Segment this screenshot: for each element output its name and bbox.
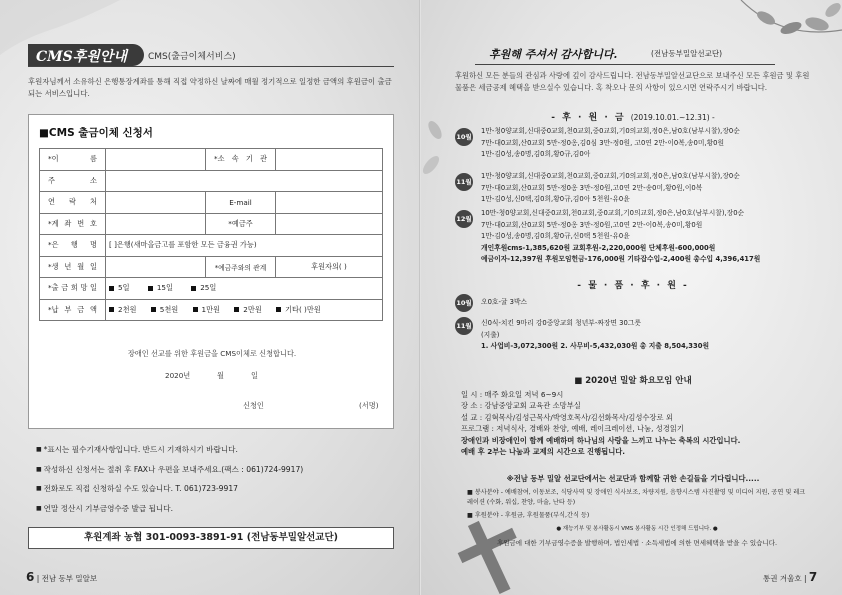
option-label: 기타( )만원 bbox=[285, 304, 321, 314]
checkbox-icon bbox=[234, 307, 239, 312]
depositor-field[interactable] bbox=[276, 213, 383, 235]
cms-subtitle: CMS(출금이체서비스) bbox=[148, 52, 236, 62]
volunteer-item: ■ 봉사분야 - 예배참여, 이동보조, 식당사역 및 장애인 식사보조, 차량지원, 음향시스템 사진촬영 및 미디어 지원, 공연 및 레크레이션 (수화, 워십, 찬양, 마술, 난타 등) bbox=[467, 489, 806, 506]
month-badge: 10월 bbox=[455, 128, 473, 146]
donation-line: 10만-청0양교회,신대중0교회,천0교회,중0교회,기0의교회,정0은,남0호(남부시찰),장0순 bbox=[481, 209, 745, 217]
goods-lines bbox=[481, 318, 811, 353]
address-label: 주 소 bbox=[40, 170, 106, 192]
option-label: 5천원 bbox=[159, 304, 179, 314]
draw-day-option[interactable] bbox=[191, 283, 216, 293]
amount-option[interactable] bbox=[193, 305, 220, 315]
relation-label: *예금주와의 관계 bbox=[206, 256, 276, 278]
folio-text: 통권 겨울호 | bbox=[763, 574, 807, 583]
option-label: 15일 bbox=[156, 283, 173, 293]
amount-options bbox=[106, 299, 383, 321]
tax-note: 후원금에 대한 기부금영수증을 발행하며, 법인세법 · 소득세법에 의한 면세혜택을 받을 수 있습니다. bbox=[496, 539, 778, 547]
worship-highlight: 장애인과 비장애인이 함께 예배하며 하나님의 사랑을 느끼고 나누는 축복의 시간입니다. bbox=[461, 435, 741, 445]
donation-line: 1만-김0성,송0명,김0희,황0규,신0택 5천원-유0윤 bbox=[481, 232, 630, 240]
form-note: 장애인 선교를 위한 후원금을 CMS이체로 신청합니다. bbox=[127, 349, 297, 358]
checkbox-icon bbox=[109, 307, 114, 312]
month-donations bbox=[455, 126, 811, 166]
checkbox-icon bbox=[109, 286, 114, 291]
note-item: ■ 작성하신 신청서는 절취 후 FAX나 우편을 보내주세요.(팩스 : 061)724-9917) bbox=[36, 460, 396, 480]
donation-summary-line: 개인후원cms-1,385,620원 교회후원-2,220,000원 단체후원-600,000원 bbox=[481, 243, 716, 252]
draw-day-option[interactable] bbox=[148, 283, 173, 293]
volunteer-item: ■ 후원분야 - 후원금, 후원물품(부식,간식 등) bbox=[467, 512, 590, 519]
amount-option[interactable] bbox=[109, 305, 136, 315]
goods-donations bbox=[455, 294, 811, 310]
email-label: E-mail bbox=[206, 192, 276, 214]
option-label: 25일 bbox=[200, 283, 217, 293]
thanks-title: 후원해 주셔서 감사합니다. bbox=[489, 48, 618, 61]
affiliation-field[interactable] bbox=[276, 149, 383, 171]
volunteer-list bbox=[467, 488, 807, 548]
worship-info-line: 프로그램 : 저녁식사, 경배와 찬양, 예배, 레이크레이션, 나눔, 성경읽기 bbox=[461, 424, 684, 434]
depositor-label: *예금주 bbox=[206, 213, 276, 235]
month-donations bbox=[455, 171, 811, 211]
date-month: 월 bbox=[217, 371, 224, 380]
checkbox-icon bbox=[148, 286, 153, 291]
amount-option[interactable] bbox=[151, 305, 178, 315]
goods-line: 신0식-치킨 9마리 강0중앙교회 청년부-짜장면 30그릇 bbox=[481, 319, 641, 327]
worship-info-line: 설 교 : 김혁목사/김성근목사/박영호목사/김선화목사/김성수장로 외 bbox=[461, 412, 673, 422]
donation-lines bbox=[481, 208, 811, 266]
expense-line: 1. 사업비-3,072,300원 2. 사무비-5,432,030원 총 지출 8,504,330원 bbox=[481, 342, 710, 350]
page-number-right bbox=[763, 570, 817, 584]
note-item: ■ *표시는 필수기재사항입니다. 반드시 기재하시기 바랍니다. bbox=[36, 440, 396, 460]
worship-title: ■ 2020년 밀알 화요모임 안내 bbox=[574, 376, 692, 386]
folio-number: 7 bbox=[808, 570, 818, 584]
section-title: - 후 · 원 · 금 bbox=[551, 113, 626, 123]
worship-info bbox=[461, 389, 811, 457]
leaves-decoration-left bbox=[421, 110, 451, 200]
applicant-label: 신청인 bbox=[243, 401, 264, 410]
worship-highlight: 예배 후 2부는 나눔과 교제의 시간으로 진행됩니다. bbox=[461, 447, 626, 457]
date-year: 2020년 bbox=[165, 371, 191, 380]
worship-info-line: 장 소 : 강남중앙교회 교육관 소망부실 bbox=[461, 401, 581, 411]
checkbox-icon bbox=[191, 286, 196, 291]
option-label: 5일 bbox=[118, 283, 130, 293]
draw-day-option[interactable] bbox=[109, 283, 130, 293]
contact-label: 연 락 처 bbox=[40, 192, 106, 214]
goods-line: 오0호-귤 3박스 bbox=[481, 298, 528, 306]
month-badge: 10월 bbox=[455, 294, 473, 312]
cms-title: CMS후원안내 bbox=[36, 49, 127, 65]
email-field[interactable] bbox=[276, 192, 383, 214]
donation-lines bbox=[481, 171, 811, 206]
cms-header bbox=[28, 44, 394, 68]
birth-label: *생 년 월 일 bbox=[40, 256, 106, 278]
amount-option[interactable] bbox=[234, 305, 261, 315]
donation-summary-line: 예금이자-12,397원 후원모임헌금-176,000원 기타잡수입-2,400원 총수입 4,396,417원 bbox=[481, 255, 761, 263]
folio-number: 6 bbox=[26, 570, 35, 584]
goods-donations bbox=[455, 317, 811, 357]
month-badge: 11월 bbox=[455, 317, 473, 335]
month-badge: 11월 bbox=[455, 173, 473, 191]
cms-intro: 후원자님께서 소유하신 은행통장계좌를 통해 직접 약정하신 날짜에 매월 정기적으로 일정한 금액의 후원금이 출금되는 서비스입니다. bbox=[28, 77, 392, 98]
form-table bbox=[39, 148, 383, 321]
folio-text: | 전남 동부 밀알보 bbox=[36, 574, 98, 583]
month-donations bbox=[455, 208, 811, 270]
thanks-subtitle: (전남동부밀알선교단) bbox=[651, 49, 723, 58]
cms-application-form bbox=[28, 114, 394, 429]
checkbox-icon bbox=[151, 307, 156, 312]
amount-option[interactable] bbox=[276, 305, 321, 315]
name-field[interactable] bbox=[106, 149, 206, 171]
contact-field[interactable] bbox=[106, 192, 206, 214]
divider bbox=[28, 66, 394, 67]
date-day: 일 bbox=[251, 371, 258, 380]
note-item: ■ 연말 정산시 기부금영수증 발급 됩니다. bbox=[36, 499, 396, 519]
donation-line: 1만-청0양교회,신대중0교회,천0교회,중0교회,기0의교회,정0은,남0호(남부시찰),장0순 bbox=[481, 127, 740, 135]
relation-field[interactable]: 후원자의( ) bbox=[276, 256, 383, 278]
donation-section-heading bbox=[455, 110, 811, 123]
signature-label: (서명) bbox=[359, 401, 379, 410]
form-title: ■CMS 출금이체 신청서 bbox=[39, 127, 153, 139]
volunteer-call: ※전남 동부 밀알 선교단에서는 선교단과 함께할 귀한 손길들을 기다립니다..... bbox=[506, 474, 760, 483]
cms-title-band bbox=[28, 44, 144, 66]
thanks-intro: 후원하신 모든 분들의 관심과 사랑에 깊이 감사드립니다. 전남동부밀알선교단으로 보내주신 모든 후원금 및 후원물품은 세금공제 혜택을 받으실수 있습니다. 혹 착오나 문의 사항이 있으시면 연락주시기 바랍니다. bbox=[455, 71, 810, 92]
goods-section-heading: - 물 · 품 · 후 · 원 - bbox=[577, 281, 689, 291]
affiliation-label: *소 속 기 관 bbox=[206, 149, 276, 171]
note-item: ■ 전화로도 직접 신청하실 수도 있습니다. T. 061)723-9917 bbox=[36, 479, 396, 499]
worship-info-line: 일 시 : 매주 화요일 저녁 6~9시 bbox=[461, 390, 564, 399]
volunteer-note: ● 재능기부 및 봉사활동시 VMS 봉사활동 시간 인정해 드립니다. ● bbox=[556, 526, 718, 532]
birth-field[interactable] bbox=[106, 256, 206, 278]
checkbox-icon bbox=[193, 307, 198, 312]
form-notes bbox=[36, 440, 396, 518]
draw-day-label: *출 금 희 망 일 bbox=[40, 278, 106, 300]
account-number-label: *계 좌 번 호 bbox=[40, 213, 106, 235]
donation-line: 1만-김0성,송0명,김0희,황0규,김0아 bbox=[481, 150, 591, 158]
donation-account: 후원계좌 농협 301-0093-3891-91 (전남동부밀알선교단) bbox=[28, 527, 394, 549]
page-number-left bbox=[26, 570, 97, 584]
goods-lines bbox=[481, 297, 811, 309]
name-label: *이 름 bbox=[40, 149, 106, 171]
donation-line: 7만-대0교회,산0교회 5만-정0옹 3만-정0원,고0연 2만-이0복,송0미,황0원 bbox=[481, 220, 703, 229]
draw-day-options bbox=[106, 278, 383, 300]
expense-heading: (지출) bbox=[481, 330, 500, 339]
donation-line: 7만-대0교회,산0교회 5만-정0옹,김0심 3만-정0원, 고0연 2만-이0복,송0미,황0원 bbox=[481, 138, 725, 147]
option-label: 1만원 bbox=[201, 304, 220, 314]
thanks-header bbox=[455, 44, 775, 66]
option-label: 2천원 bbox=[118, 304, 137, 314]
divider bbox=[475, 64, 775, 65]
right-page bbox=[421, 0, 842, 595]
account-number-field[interactable] bbox=[106, 213, 206, 235]
month-badge: 12월 bbox=[455, 210, 473, 228]
donation-line: 7만-대0교회,산0교회 5만-정0옹 3만-정0원,고0연 2만-송0미,황0원,이0복 bbox=[481, 183, 703, 192]
checkbox-icon bbox=[276, 307, 281, 312]
bank-label: *은 행 명 bbox=[40, 235, 106, 257]
address-field[interactable] bbox=[106, 170, 383, 192]
amount-label: *납 부 금 액 bbox=[40, 299, 106, 321]
section-period: (2019.10.01.~12.31) - bbox=[630, 113, 715, 122]
donation-lines bbox=[481, 126, 811, 161]
option-label: 2만원 bbox=[243, 304, 262, 314]
donation-line: 1만-청0양교회,신대중0교회,천0교회,중0교회,기0의교회,정0은,남0호(남부시찰),장0순 bbox=[481, 172, 740, 180]
bank-field[interactable]: [ ]은행(새마을금고를 포함한 모든 금융권 가능) bbox=[106, 235, 383, 257]
donation-line: 1만-김0성,신0택,김0희,황0규,김0아 5천원-유0윤 bbox=[481, 195, 630, 203]
